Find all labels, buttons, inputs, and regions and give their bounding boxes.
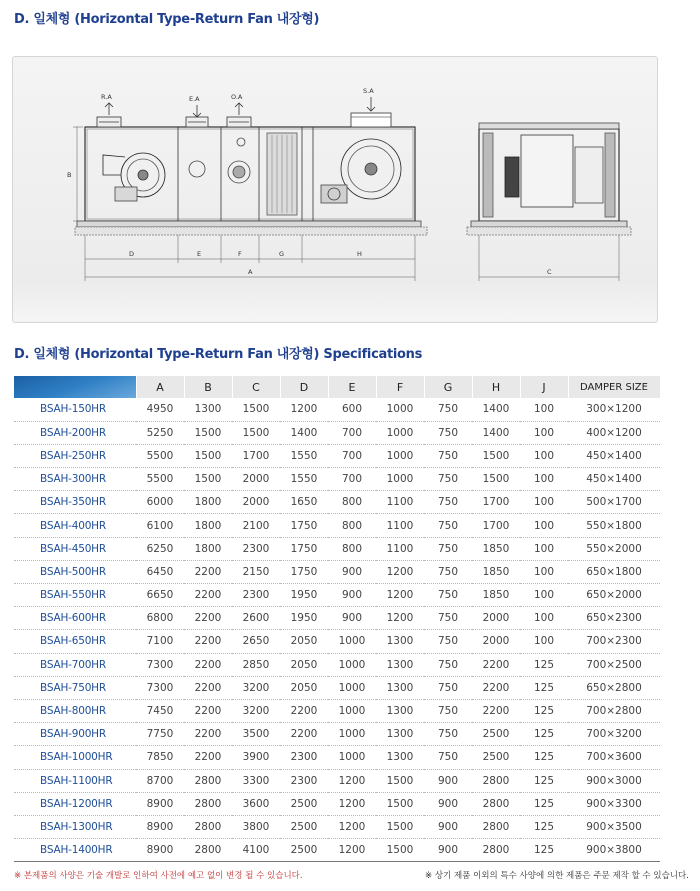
label-b: B xyxy=(67,171,72,179)
value-cell: 100 xyxy=(520,468,568,491)
value-cell: 750 xyxy=(424,630,472,653)
table-row xyxy=(14,468,660,491)
header-cell: H xyxy=(472,376,520,398)
value-cell: 2800 xyxy=(184,839,232,862)
value-cell: 1500 xyxy=(184,468,232,491)
value-cell: 5250 xyxy=(136,421,184,444)
value-cell: 1300 xyxy=(376,653,424,676)
value-cell: 1750 xyxy=(280,514,328,537)
model-cell: BSAH-600HR xyxy=(14,607,136,630)
table-row xyxy=(14,584,660,607)
value-cell: 2050 xyxy=(280,653,328,676)
value-cell: 1500 xyxy=(472,468,520,491)
value-cell: 800 xyxy=(328,491,376,514)
value-cell: 1000 xyxy=(376,468,424,491)
table-row xyxy=(14,699,660,722)
value-cell: 100 xyxy=(520,560,568,583)
value-cell: 7300 xyxy=(136,653,184,676)
value-cell: 7450 xyxy=(136,699,184,722)
header-corner xyxy=(14,376,136,398)
table-row xyxy=(14,676,660,699)
value-cell: 1000 xyxy=(328,723,376,746)
table-row xyxy=(14,607,660,630)
value-cell: 100 xyxy=(520,444,568,467)
header-cell: D xyxy=(280,376,328,398)
header-cell: J xyxy=(520,376,568,398)
value-cell: 1500 xyxy=(376,815,424,838)
value-cell: 7300 xyxy=(136,676,184,699)
value-cell: 1200 xyxy=(280,398,328,421)
value-cell: 3200 xyxy=(232,699,280,722)
model-cell: BSAH-1300HR xyxy=(14,815,136,838)
drawing-svg xyxy=(13,57,659,324)
model-cell: BSAH-350HR xyxy=(14,491,136,514)
value-cell: 7750 xyxy=(136,723,184,746)
value-cell: 1300 xyxy=(376,699,424,722)
header-cell: E xyxy=(328,376,376,398)
value-cell: 1650 xyxy=(280,491,328,514)
value-cell: 125 xyxy=(520,815,568,838)
value-cell: 2200 xyxy=(184,630,232,653)
value-cell: 1550 xyxy=(280,444,328,467)
value-cell: 1200 xyxy=(376,560,424,583)
value-cell: 100 xyxy=(520,630,568,653)
value-cell: 125 xyxy=(520,676,568,699)
value-cell: 550×1800 xyxy=(568,514,660,537)
value-cell: 1850 xyxy=(472,560,520,583)
front-view xyxy=(467,123,631,281)
value-cell: 1800 xyxy=(184,514,232,537)
header-cell: A xyxy=(136,376,184,398)
model-cell: BSAH-800HR xyxy=(14,699,136,722)
value-cell: 2800 xyxy=(184,792,232,815)
value-cell: 5500 xyxy=(136,444,184,467)
value-cell: 2800 xyxy=(184,769,232,792)
value-cell: 2150 xyxy=(232,560,280,583)
value-cell: 1200 xyxy=(376,584,424,607)
value-cell: 750 xyxy=(424,398,472,421)
value-cell: 700×2500 xyxy=(568,653,660,676)
value-cell: 1800 xyxy=(184,537,232,560)
value-cell: 750 xyxy=(424,676,472,699)
note-left: ※ 본제품의 사양은 기술 개발로 인하여 사전에 예고 없이 변경 될 수 있습니다. xyxy=(14,871,303,881)
value-cell: 1000 xyxy=(376,421,424,444)
value-cell: 1500 xyxy=(376,839,424,862)
value-cell: 750 xyxy=(424,468,472,491)
value-cell: 800 xyxy=(328,537,376,560)
value-cell: 2100 xyxy=(232,514,280,537)
value-cell: 700×2300 xyxy=(568,630,660,653)
label-a: A xyxy=(248,268,253,276)
model-cell: BSAH-300HR xyxy=(14,468,136,491)
model-cell: BSAH-550HR xyxy=(14,584,136,607)
value-cell: 7850 xyxy=(136,746,184,769)
value-cell: 700×3200 xyxy=(568,723,660,746)
value-cell: 2200 xyxy=(184,607,232,630)
value-cell: 900 xyxy=(424,839,472,862)
value-cell: 3900 xyxy=(232,746,280,769)
value-cell: 8900 xyxy=(136,792,184,815)
value-cell: 1400 xyxy=(472,421,520,444)
value-cell: 900×3800 xyxy=(568,839,660,862)
value-cell: 2200 xyxy=(472,653,520,676)
value-cell: 2300 xyxy=(280,769,328,792)
value-cell: 100 xyxy=(520,537,568,560)
value-cell: 2200 xyxy=(184,560,232,583)
value-cell: 6000 xyxy=(136,491,184,514)
table-row xyxy=(14,792,660,815)
value-cell: 900 xyxy=(424,815,472,838)
value-cell: 1700 xyxy=(472,491,520,514)
value-cell: 650×2800 xyxy=(568,676,660,699)
value-cell: 1500 xyxy=(232,398,280,421)
value-cell: 3800 xyxy=(232,815,280,838)
value-cell: 125 xyxy=(520,792,568,815)
table-body xyxy=(14,398,660,862)
value-cell: 4950 xyxy=(136,398,184,421)
table-header-row xyxy=(14,376,660,398)
value-cell: 1300 xyxy=(184,398,232,421)
value-cell: 900×3000 xyxy=(568,769,660,792)
value-cell: 125 xyxy=(520,723,568,746)
value-cell: 1950 xyxy=(280,607,328,630)
value-cell: 100 xyxy=(520,514,568,537)
value-cell: 700×2800 xyxy=(568,699,660,722)
value-cell: 900 xyxy=(328,607,376,630)
value-cell: 750 xyxy=(424,699,472,722)
value-cell: 2000 xyxy=(232,468,280,491)
value-cell: 2200 xyxy=(184,699,232,722)
model-cell: BSAH-1400HR xyxy=(14,839,136,862)
side-view xyxy=(73,97,427,281)
value-cell: 2200 xyxy=(184,653,232,676)
spec-title: D. 일체형 (Horizontal Type-Return Fan 내장형) Specifications xyxy=(14,347,423,362)
value-cell: 750 xyxy=(424,444,472,467)
value-cell: 750 xyxy=(424,560,472,583)
value-cell: 750 xyxy=(424,514,472,537)
value-cell: 400×1200 xyxy=(568,421,660,444)
header-cell: B xyxy=(184,376,232,398)
value-cell: 8700 xyxy=(136,769,184,792)
value-cell: 6250 xyxy=(136,537,184,560)
model-cell: BSAH-150HR xyxy=(14,398,136,421)
value-cell: 1850 xyxy=(472,584,520,607)
value-cell: 550×2000 xyxy=(568,537,660,560)
value-cell: 4100 xyxy=(232,839,280,862)
value-cell: 1750 xyxy=(280,560,328,583)
table-row xyxy=(14,421,660,444)
value-cell: 2800 xyxy=(472,815,520,838)
table-row xyxy=(14,653,660,676)
value-cell: 900 xyxy=(424,769,472,792)
value-cell: 1300 xyxy=(376,630,424,653)
value-cell: 1000 xyxy=(328,653,376,676)
value-cell: 100 xyxy=(520,398,568,421)
value-cell: 1400 xyxy=(472,398,520,421)
value-cell: 6800 xyxy=(136,607,184,630)
value-cell: 750 xyxy=(424,421,472,444)
value-cell: 3600 xyxy=(232,792,280,815)
value-cell: 1500 xyxy=(232,421,280,444)
table-row xyxy=(14,514,660,537)
value-cell: 700 xyxy=(328,468,376,491)
label-f: F xyxy=(238,250,242,258)
value-cell: 2200 xyxy=(184,676,232,699)
label-ra: R.A xyxy=(101,93,112,101)
value-cell: 1750 xyxy=(280,537,328,560)
value-cell: 2200 xyxy=(472,699,520,722)
model-cell: BSAH-250HR xyxy=(14,444,136,467)
value-cell: 1300 xyxy=(376,723,424,746)
header-cell: F xyxy=(376,376,424,398)
model-cell: BSAH-1100HR xyxy=(14,769,136,792)
label-g: G xyxy=(279,250,285,258)
value-cell: 125 xyxy=(520,839,568,862)
table-row xyxy=(14,723,660,746)
value-cell: 1550 xyxy=(280,468,328,491)
value-cell: 1200 xyxy=(328,839,376,862)
value-cell: 750 xyxy=(424,537,472,560)
table-row xyxy=(14,398,660,421)
value-cell: 750 xyxy=(424,491,472,514)
value-cell: 450×1400 xyxy=(568,444,660,467)
value-cell: 2050 xyxy=(280,676,328,699)
value-cell: 2050 xyxy=(280,630,328,653)
header-cell: DAMPER SIZE xyxy=(568,376,660,398)
value-cell: 700 xyxy=(328,421,376,444)
value-cell: 2500 xyxy=(472,723,520,746)
model-cell: BSAH-1000HR xyxy=(14,746,136,769)
technical-drawing xyxy=(12,56,658,323)
value-cell: 2500 xyxy=(280,815,328,838)
value-cell: 900 xyxy=(424,792,472,815)
value-cell: 125 xyxy=(520,746,568,769)
value-cell: 125 xyxy=(520,769,568,792)
value-cell: 8900 xyxy=(136,839,184,862)
value-cell: 6100 xyxy=(136,514,184,537)
table-row xyxy=(14,746,660,769)
model-cell: BSAH-750HR xyxy=(14,676,136,699)
table-row xyxy=(14,444,660,467)
label-sa: S.A xyxy=(363,87,374,95)
model-cell: BSAH-500HR xyxy=(14,560,136,583)
value-cell: 1500 xyxy=(376,769,424,792)
value-cell: 900×3500 xyxy=(568,815,660,838)
page-title: D. 일체형 (Horizontal Type-Return Fan 내장형) xyxy=(14,12,320,27)
label-c: C xyxy=(547,268,552,276)
spec-table xyxy=(14,376,661,862)
value-cell: 2800 xyxy=(472,839,520,862)
value-cell: 3200 xyxy=(232,676,280,699)
value-cell: 2500 xyxy=(472,746,520,769)
value-cell: 900 xyxy=(328,584,376,607)
value-cell: 2200 xyxy=(184,584,232,607)
value-cell: 2200 xyxy=(280,723,328,746)
value-cell: 1200 xyxy=(328,769,376,792)
table-row xyxy=(14,560,660,583)
value-cell: 1100 xyxy=(376,537,424,560)
table-row xyxy=(14,630,660,653)
model-cell: BSAH-650HR xyxy=(14,630,136,653)
value-cell: 2650 xyxy=(232,630,280,653)
value-cell: 650×2300 xyxy=(568,607,660,630)
value-cell: 100 xyxy=(520,607,568,630)
value-cell: 650×2000 xyxy=(568,584,660,607)
value-cell: 1000 xyxy=(328,746,376,769)
value-cell: 7100 xyxy=(136,630,184,653)
value-cell: 750 xyxy=(424,746,472,769)
value-cell: 1400 xyxy=(280,421,328,444)
value-cell: 900×3300 xyxy=(568,792,660,815)
model-cell: BSAH-1200HR xyxy=(14,792,136,815)
value-cell: 2000 xyxy=(472,630,520,653)
value-cell: 100 xyxy=(520,491,568,514)
value-cell: 1500 xyxy=(472,444,520,467)
value-cell: 1700 xyxy=(472,514,520,537)
value-cell: 2800 xyxy=(184,815,232,838)
value-cell: 3300 xyxy=(232,769,280,792)
value-cell: 2200 xyxy=(280,699,328,722)
value-cell: 1850 xyxy=(472,537,520,560)
value-cell: 100 xyxy=(520,421,568,444)
value-cell: 650×1800 xyxy=(568,560,660,583)
value-cell: 750 xyxy=(424,723,472,746)
value-cell: 450×1400 xyxy=(568,468,660,491)
model-cell: BSAH-200HR xyxy=(14,421,136,444)
value-cell: 1000 xyxy=(376,444,424,467)
value-cell: 1200 xyxy=(328,792,376,815)
model-cell: BSAH-900HR xyxy=(14,723,136,746)
value-cell: 2800 xyxy=(472,769,520,792)
value-cell: 300×1200 xyxy=(568,398,660,421)
value-cell: 125 xyxy=(520,699,568,722)
model-cell: BSAH-450HR xyxy=(14,537,136,560)
value-cell: 1000 xyxy=(328,699,376,722)
value-cell: 700×3600 xyxy=(568,746,660,769)
value-cell: 1300 xyxy=(376,676,424,699)
model-cell: BSAH-700HR xyxy=(14,653,136,676)
value-cell: 1000 xyxy=(328,630,376,653)
label-oa: O.A xyxy=(231,93,243,101)
header-cell: G xyxy=(424,376,472,398)
value-cell: 2300 xyxy=(232,584,280,607)
value-cell: 2600 xyxy=(232,607,280,630)
model-cell: BSAH-400HR xyxy=(14,514,136,537)
value-cell: 2850 xyxy=(232,653,280,676)
value-cell: 6450 xyxy=(136,560,184,583)
value-cell: 2300 xyxy=(232,537,280,560)
value-cell: 1000 xyxy=(376,398,424,421)
note-right: ※ 상기 제품 이외의 특수 사양에 의한 제품은 주문 제작 할 수 있습니다. xyxy=(425,871,689,881)
value-cell: 700 xyxy=(328,444,376,467)
value-cell: 750 xyxy=(424,584,472,607)
value-cell: 600 xyxy=(328,398,376,421)
label-d: D xyxy=(129,250,135,258)
value-cell: 2000 xyxy=(472,607,520,630)
table-row xyxy=(14,815,660,838)
value-cell: 8900 xyxy=(136,815,184,838)
value-cell: 1100 xyxy=(376,491,424,514)
value-cell: 1200 xyxy=(376,607,424,630)
value-cell: 2200 xyxy=(472,676,520,699)
value-cell: 5500 xyxy=(136,468,184,491)
value-cell: 750 xyxy=(424,607,472,630)
value-cell: 800 xyxy=(328,514,376,537)
value-cell: 3500 xyxy=(232,723,280,746)
header-cell: C xyxy=(232,376,280,398)
label-h: H xyxy=(357,250,362,258)
value-cell: 2200 xyxy=(184,723,232,746)
table-row xyxy=(14,769,660,792)
table-row xyxy=(14,491,660,514)
value-cell: 6650 xyxy=(136,584,184,607)
value-cell: 125 xyxy=(520,653,568,676)
value-cell: 900 xyxy=(328,560,376,583)
value-cell: 1500 xyxy=(376,792,424,815)
value-cell: 1200 xyxy=(328,815,376,838)
value-cell: 2000 xyxy=(232,491,280,514)
value-cell: 1300 xyxy=(376,746,424,769)
value-cell: 500×1700 xyxy=(568,491,660,514)
table-row xyxy=(14,537,660,560)
value-cell: 750 xyxy=(424,653,472,676)
table-row xyxy=(14,839,660,862)
value-cell: 1500 xyxy=(184,421,232,444)
value-cell: 1000 xyxy=(328,676,376,699)
value-cell: 1100 xyxy=(376,514,424,537)
label-e: E xyxy=(197,250,202,258)
value-cell: 2500 xyxy=(280,792,328,815)
value-cell: 2300 xyxy=(280,746,328,769)
value-cell: 1800 xyxy=(184,491,232,514)
value-cell: 2800 xyxy=(472,792,520,815)
value-cell: 2500 xyxy=(280,839,328,862)
value-cell: 1500 xyxy=(184,444,232,467)
value-cell: 1950 xyxy=(280,584,328,607)
value-cell: 2200 xyxy=(184,746,232,769)
value-cell: 1700 xyxy=(232,444,280,467)
value-cell: 100 xyxy=(520,584,568,607)
label-ea: E.A xyxy=(189,95,200,103)
